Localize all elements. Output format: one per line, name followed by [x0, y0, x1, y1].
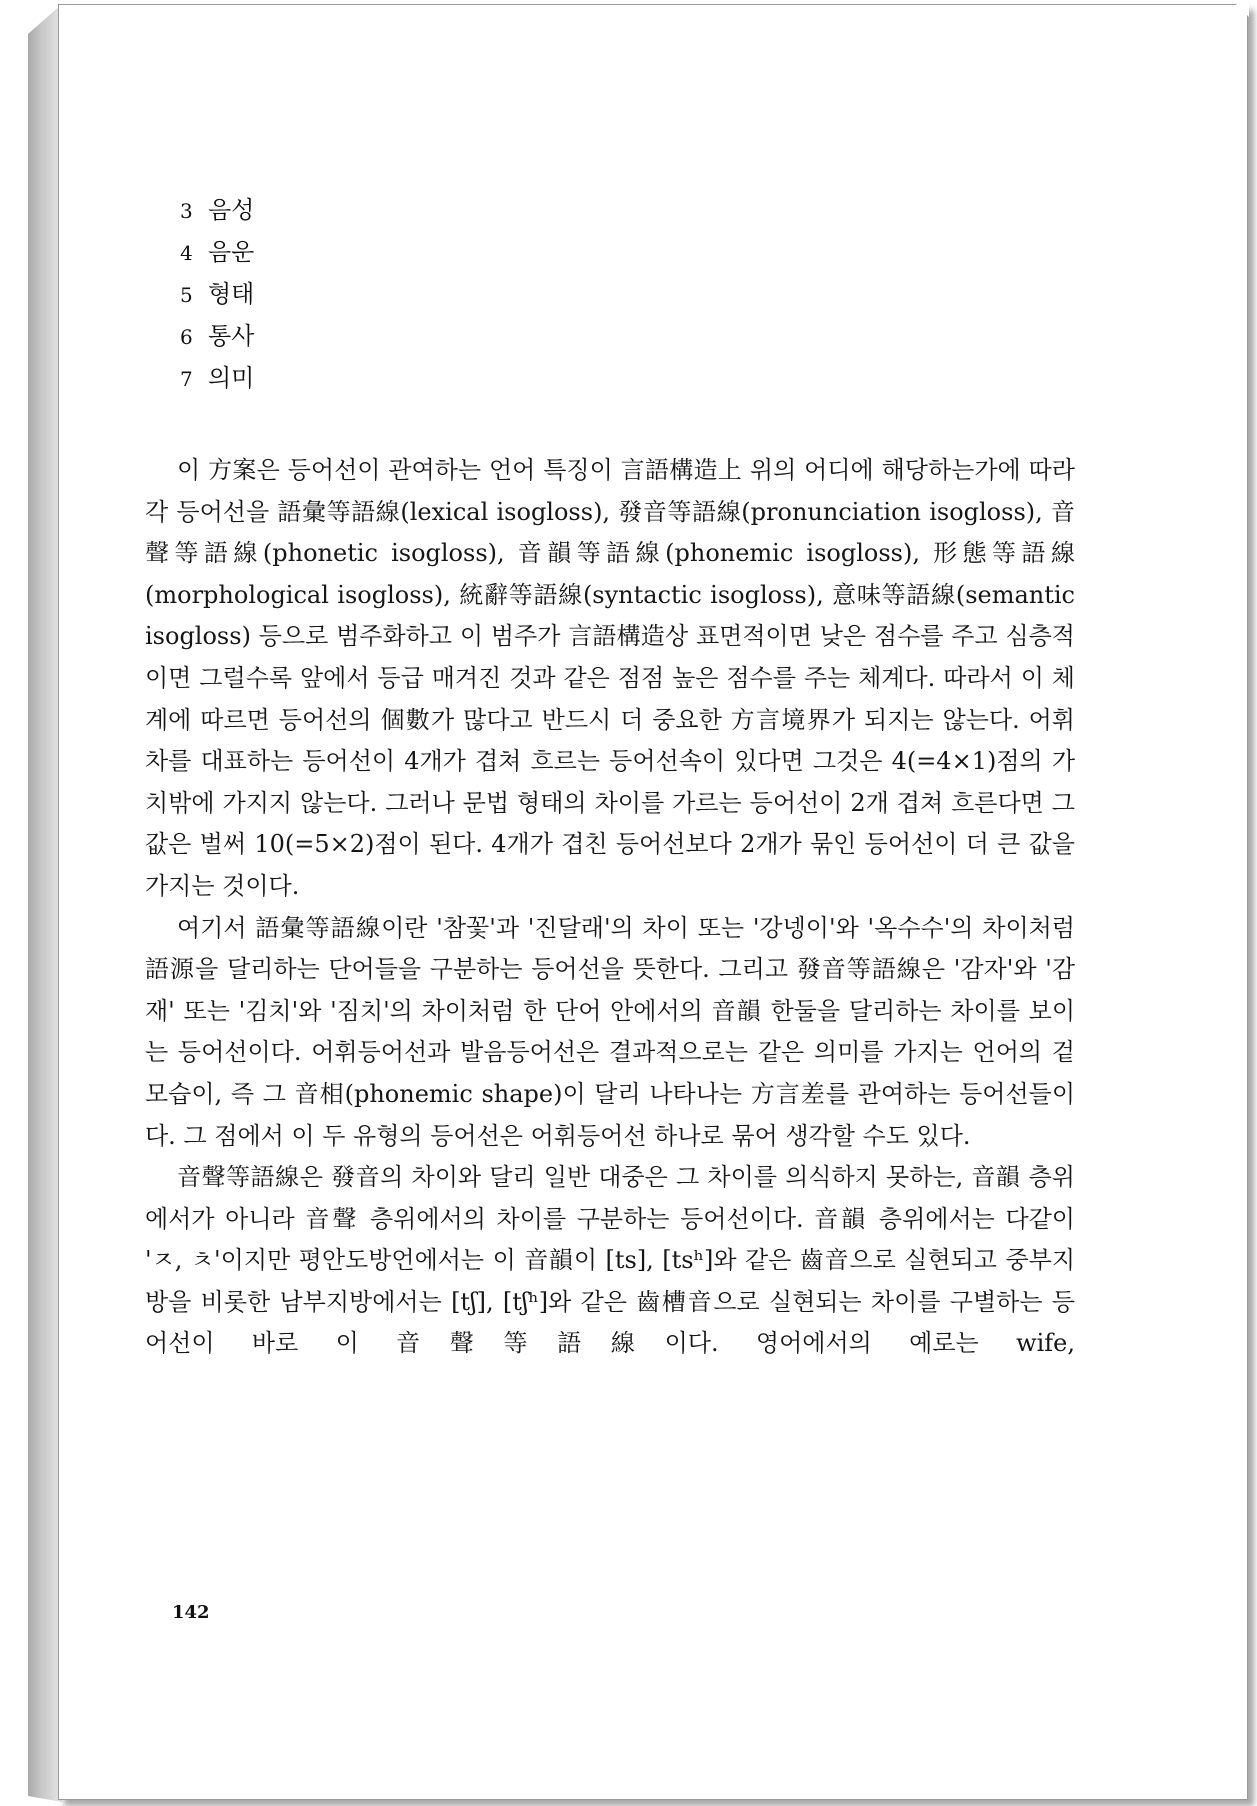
section-number: 3: [180, 199, 193, 223]
section-list-item: [180, 274, 254, 316]
page-corner: [1235, 3, 1249, 17]
section-number: 7: [180, 367, 193, 391]
paragraph: 音聲等語線은 發音의 차이와 달리 일반 대중은 그 차이를 의식하지 못하는, 音韻 층위에서가 아니라 音聲 층위에서의 차이를 구분하는 등어선이다. 音韻 층위에서는 다같이 'ㅈ, ㅊ'이지만 평안도방언에서는 이 音韻이 [ts], [tsʰ]와 같은 齒音으로 실현되고 중부지방을 비롯한 남부지방에서는 [tʃ], [tʃʰ]와 같은 齒槽音으로 실현되는 차이를 구별하는 등어선이 바로 이 音聲等語線이다. 영어에서의 예로는 wife,: [145, 1163, 1075, 1358]
section-label: 통사: [208, 322, 255, 350]
section-list-item: [180, 190, 254, 232]
section-list-item: [180, 232, 254, 274]
book-spine-edge: [28, 4, 62, 1802]
paragraph: 여기서 語彙等語線이란 '참꽃'과 '진달래'의 차이 또는 '강넹이'와 '옥수수'의 차이처럼 語源을 달리하는 단어들을 구분하는 등어선을 뜻한다. 그리고 發音等語線은 '감자'와 '감재' 또는 '김치'와 '짐치'의 차이처럼 한 단어 안에서의 音韻 한둘을 달리하는 차이를 보이는 등어선이다. 어휘등어선과 발음등어선은 결과적으로는 같은 의미를 가지는 언어의 겉모습이, 즉 그 音相(phonemic shape)이 달리 나타나는 方言差를 관여하는 등어선들이다. 그 점에서 이 두 유형의 등어선은 어휘등어선 하나로 묶어 생각할 수도 있다.: [145, 913, 1075, 1150]
paragraph: 이 方案은 등어선이 관여하는 언어 특징이 言語構造上 위의 어디에 해당하는가에 따라 각 등어선을 語彙等語線(lexical isogloss), 發音等語線(pronunciation isogloss), 音聲等語線(phonetic isogloss), 音韻等語線(phonemic isogloss), 形態等語線(morphological isogloss), 統辭等語線(syntactic isogloss), 意味等語線(semantic isogloss) 등으로 범주화하고 이 범주가 言語構造상 표면적이면 낮은 점수를 주고 심층적이면 그럴수록 앞에서 등급 매겨진 것과 같은 점점 높은 점수를 주는 체계다. 따라서 이 체계에 따르면 등어선의 個數가 많다고 반드시 더 중요한 方言境界가 되지는 않는다. 어휘차를 대표하는 등어선이 4개가 겹쳐 흐르는 등어선속이 있다면 그것은 4(=4×1)점의 가치밖에 가지지 않는다. 그러나 문법 형태의 차이를 가르는 등어선이 2개 겹쳐 흐른다면 그 값은 벌써 10(=5×2)점이 된다. 4개가 겹친 등어선보다 2개가 묶인 등어선이 더 큰 값을 가지는 것이다.: [145, 456, 1075, 900]
section-list-item: [180, 358, 254, 400]
section-number: 5: [180, 283, 193, 307]
section-label: 의미: [208, 364, 255, 392]
page-number: 142: [172, 1602, 210, 1623]
section-label: 음성: [208, 196, 255, 224]
section-list: [180, 190, 254, 400]
body-text: [145, 450, 1075, 1365]
section-list-item: [180, 316, 254, 358]
section-label: 형태: [208, 280, 255, 308]
section-number: 4: [180, 241, 193, 265]
section-label: 음운: [208, 238, 255, 266]
section-number: 6: [180, 325, 193, 349]
